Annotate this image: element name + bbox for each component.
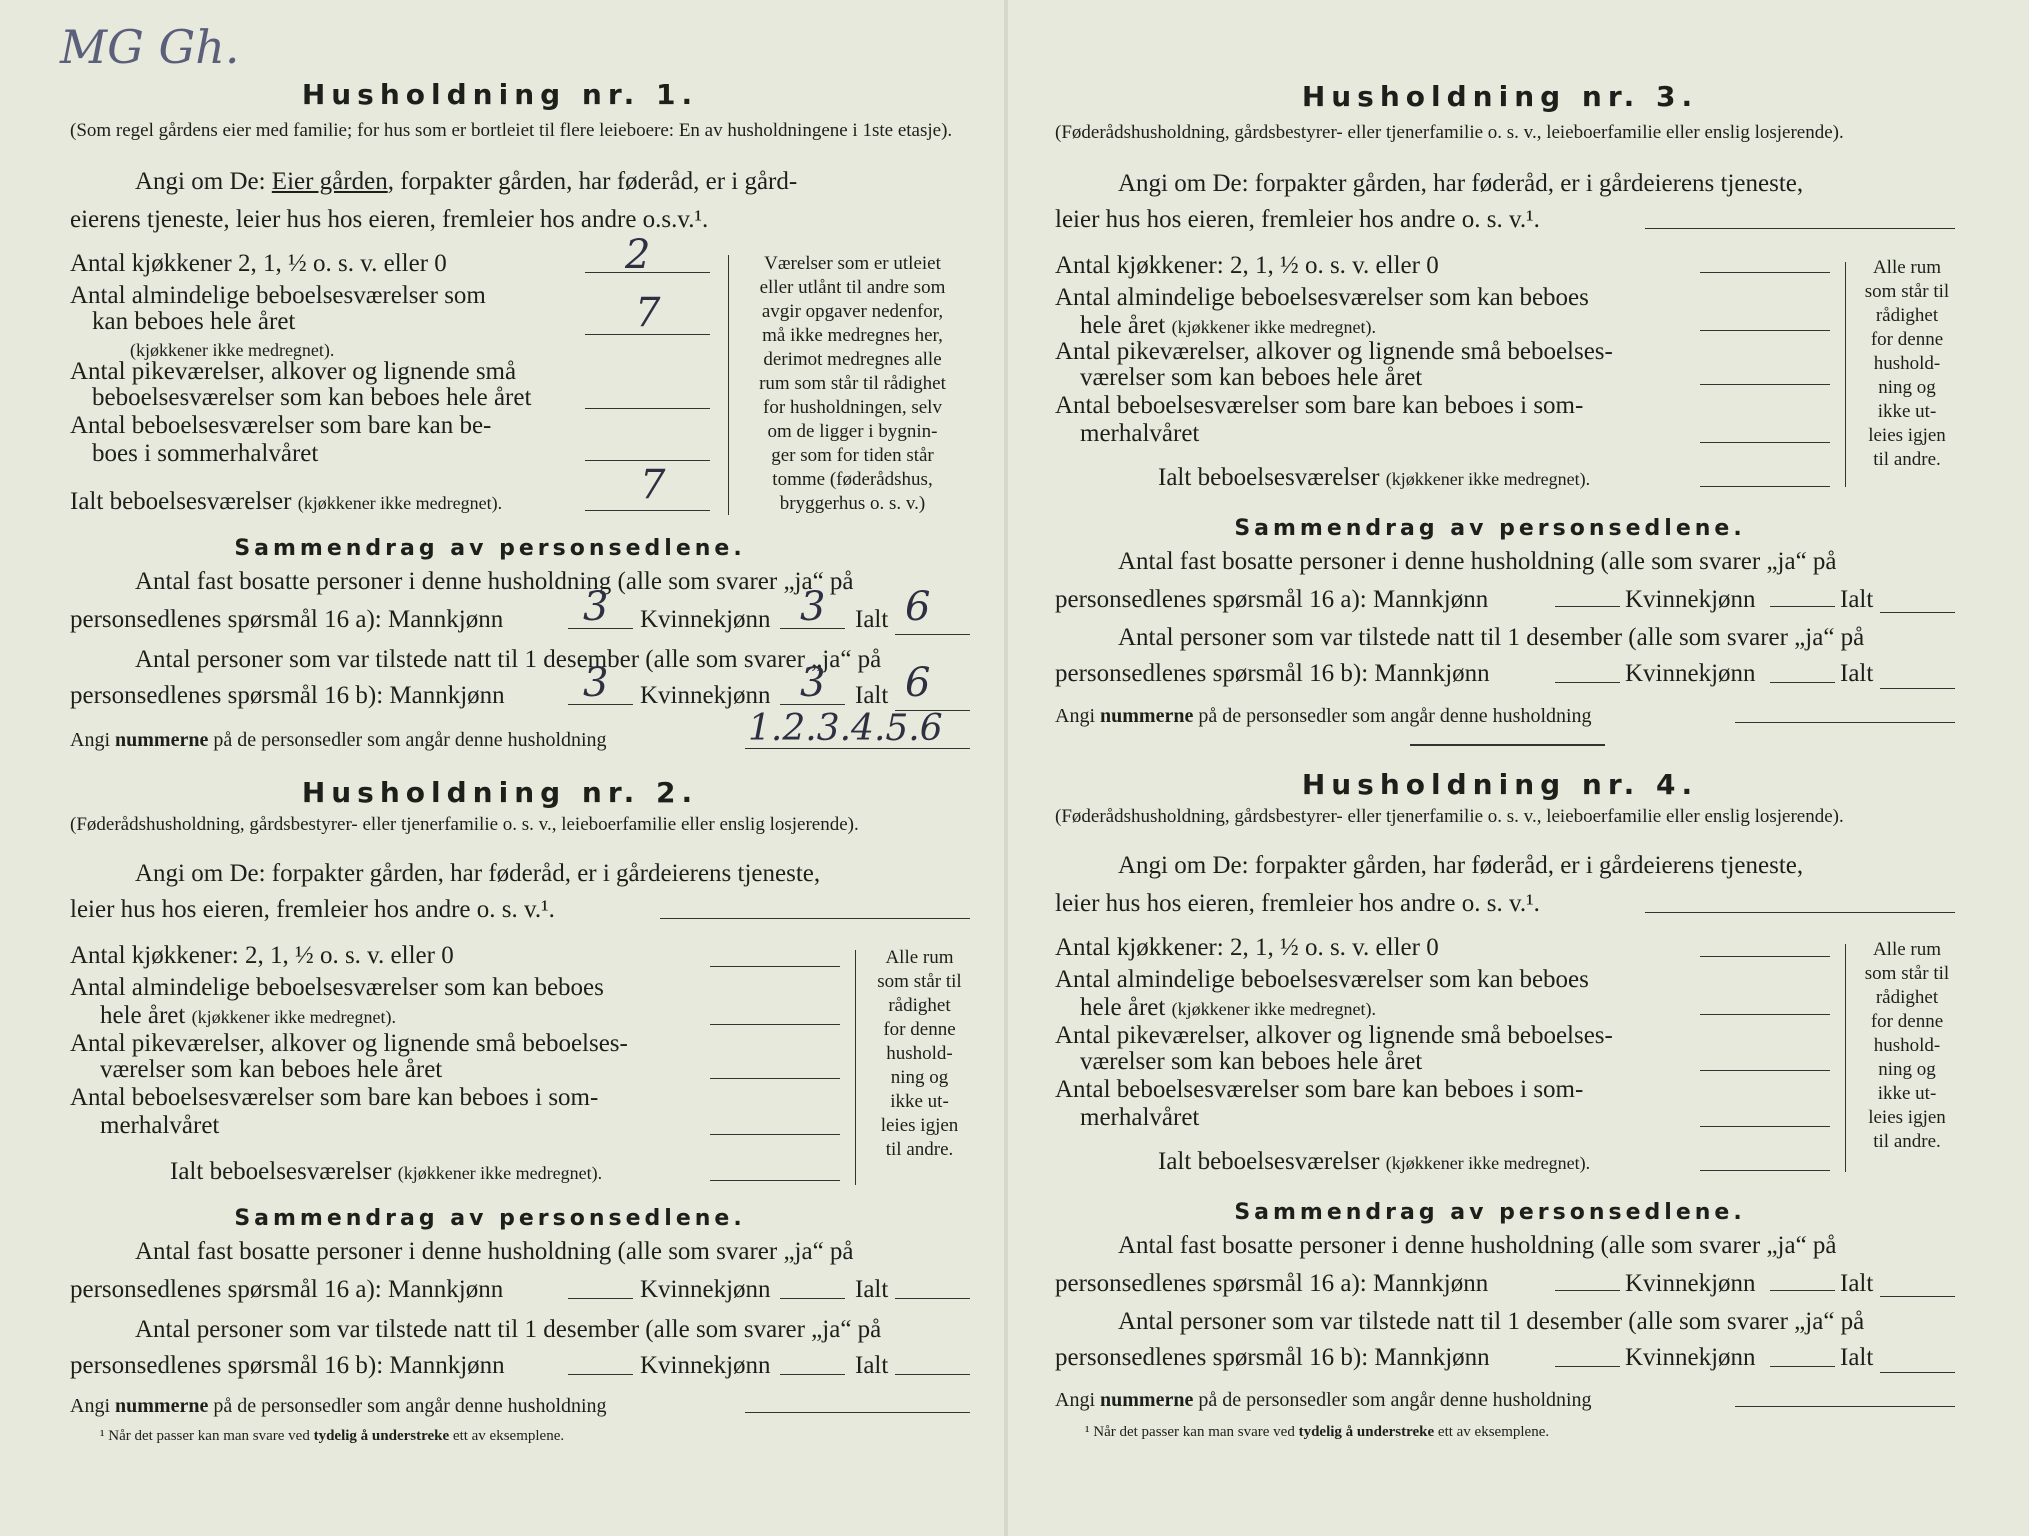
h3-angi-b: leier hus hos eieren, fremleier hos andre o. s. v.¹. <box>1055 206 1540 233</box>
h3-fast-i-field[interactable] <box>1880 612 1955 613</box>
h1-alm-c: (kjøkkener ikke medregnet). <box>130 340 335 360</box>
h1-fast-k-value: 3 <box>800 584 826 630</box>
h4-pike-a: Antal pikeværelser, alkover og lignende små beboelses- <box>1055 1022 1613 1049</box>
h1-sidebox: Værelser som er utleiet eller utlånt til andre som avgir opgaver nedenfor, må ikke medregnes her, derimot medregnes alle rum som står til rådighet for husholdningen, selv om de ligger i bygnin- ger som for tiden står tomme (føderådshus, bryggerhus o. s. v.) <box>759 253 946 514</box>
h1-kjokken-value: 2 <box>625 232 651 278</box>
h1-pike-a: Antal pikeværelser, alkover og lignende små <box>70 358 517 385</box>
h3-kjokken-field[interactable] <box>1700 272 1830 273</box>
page-fold <box>1004 0 1008 1536</box>
h1-nummer: Angi nummerne på de personsedler som angår denne husholdning <box>70 729 607 751</box>
h3-fast-m-field[interactable] <box>1555 606 1620 607</box>
h3-tilst-kvinne: Kvinnekjønn <box>1625 660 1756 687</box>
h1-sommer-b: boes i sommerhalvåret <box>92 440 319 467</box>
h2-nummer-field[interactable] <box>745 1412 970 1413</box>
h3-tilst-k-field[interactable] <box>1770 682 1835 683</box>
h2-alm-b: hele året (kjøkkener ikke medregnet). <box>100 1002 397 1029</box>
h4-fast-a: Antal fast bosatte personer i denne husholdning (alle som svarer „ja“ på <box>1118 1232 1837 1259</box>
h3-pike-field[interactable] <box>1700 384 1830 385</box>
h4-fast-k-field[interactable] <box>1770 1290 1835 1291</box>
h4-title: Husholdning nr. 4. <box>1301 768 1699 801</box>
h4-sommer-b: merhalvåret <box>1080 1104 1200 1131</box>
h2-fast-ialt: Ialt <box>855 1276 889 1303</box>
h3-fast-kvinne: Kvinnekjønn <box>1625 586 1756 613</box>
h3-nummer-field[interactable] <box>1735 722 1955 723</box>
h4-tilst-m-field[interactable] <box>1555 1366 1620 1367</box>
h4-footnote: ¹ Når det passer kan man svare ved tydelig å understreke ett av eksemplene. <box>1085 1424 1550 1440</box>
h4-angi-field[interactable] <box>1645 912 1955 913</box>
h2-tilst-k-field[interactable] <box>780 1374 845 1375</box>
h1-eier-underlined: Eier gården <box>271 168 388 195</box>
h2-kjokken: Antal kjøkkener: 2, 1, ½ o. s. v. eller 0 <box>70 942 454 969</box>
h2-fast-a: Antal fast bosatte personer i denne husholdning (alle som svarer „ja“ på <box>135 1238 854 1265</box>
h3-fast-k-field[interactable] <box>1770 606 1835 607</box>
h2-ialt: Ialt beboelsesværelser (kjøkkener ikke medregnet). <box>170 1158 603 1185</box>
h1-fast-i-value: 6 <box>905 584 931 630</box>
h3-brace <box>1845 262 1846 487</box>
h4-angi-a: Angi om De: forpakter gården, har føderåd, er i gårdeierens tjeneste, <box>1118 852 1804 879</box>
h3-sidebox: Alle rum som står til rådighet for denne hushold- ning og ikke ut- leies igjen til andre. <box>1864 257 1950 470</box>
h2-fast-i-field[interactable] <box>895 1298 970 1299</box>
h4-pike-b: værelser som kan beboes hele året <box>1080 1048 1423 1075</box>
h3-angi-a: Angi om De: forpakter gården, har føderåd, er i gårdeierens tjeneste, <box>1118 170 1804 197</box>
h2-pike-a: Antal pikeværelser, alkover og lignende små beboelses- <box>70 1030 628 1057</box>
h3-alm-b: hele året (kjøkkener ikke medregnet). <box>1080 312 1377 339</box>
h2-title: Husholdning nr. 2. <box>301 776 699 809</box>
h2-sommer-a: Antal beboelsesværelser som bare kan beboes i som- <box>70 1084 599 1111</box>
h4-kjokken-field[interactable] <box>1700 956 1830 957</box>
h1-pike-field[interactable] <box>585 408 710 409</box>
h4-nummer-field[interactable] <box>1735 1406 1955 1407</box>
h1-fast-i-field[interactable] <box>895 634 970 635</box>
h3-tilst-m-field[interactable] <box>1555 682 1620 683</box>
h4-fast-i-field[interactable] <box>1880 1296 1955 1297</box>
h2-tilst-m-field[interactable] <box>568 1374 633 1375</box>
h1-sammendrag: Sammendrag av personsedlene. <box>234 536 746 561</box>
h1-tilst-ialt: Ialt <box>855 682 889 709</box>
h3-nummer: Angi nummerne på de personsedler som angår denne husholdning <box>1055 705 1592 727</box>
h4-nummer: Angi nummerne på de personsedler som angår denne husholdning <box>1055 1389 1592 1411</box>
h2-footnote: ¹ Når det passer kan man svare ved tydelig å understreke ett av eksemplene. <box>100 1428 565 1444</box>
h4-fast-kvinne: Kvinnekjønn <box>1625 1270 1756 1297</box>
h1-alm-b: kan beboes hele året <box>92 308 296 335</box>
h4-brace <box>1845 944 1846 1172</box>
h1-fast-kvinne: Kvinnekjønn <box>640 606 771 633</box>
h4-tilst-a: Antal personer som var tilstede natt til 1 desember (alle som svarer „ja“ på <box>1118 1308 1865 1335</box>
h3-tilst-i-field[interactable] <box>1880 688 1955 689</box>
h2-ialt-field[interactable] <box>710 1180 840 1181</box>
h1-fast-b: personsedlenes spørsmål 16 a): Mannkjønn <box>70 606 504 633</box>
h3-sommer-b: merhalvåret <box>1080 420 1200 447</box>
h2-tilst-b: personsedlenes spørsmål 16 b): Mannkjønn <box>70 1352 505 1379</box>
h2-sammendrag: Sammendrag av personsedlene. <box>234 1206 746 1231</box>
h4-sommer-field[interactable] <box>1700 1126 1830 1127</box>
h4-ialt-field[interactable] <box>1700 1170 1830 1171</box>
h3-pike-b: værelser som kan beboes hele året <box>1080 364 1423 391</box>
h1-ialt-field[interactable] <box>585 510 710 511</box>
h1-tilst-k-value: 3 <box>800 660 826 706</box>
h1-nummer-value: 1.2.3.4.5.6 <box>748 708 943 749</box>
h4-pike-field[interactable] <box>1700 1070 1830 1071</box>
h3-fast-b: personsedlenes spørsmål 16 a): Mannkjønn <box>1055 586 1489 613</box>
h2-pike-field[interactable] <box>710 1078 840 1079</box>
h3-tilst-b: personsedlenes spørsmål 16 b): Mannkjønn <box>1055 660 1490 687</box>
h1-angi-line2: eierens tjeneste, leier hus hos eieren, fremleier hos andre o.s.v.¹. <box>70 206 709 233</box>
h4-angi-b: leier hus hos eieren, fremleier hos andre o. s. v.¹. <box>1055 890 1540 917</box>
h3-fast-a: Antal fast bosatte personer i denne husholdning (alle som svarer „ja“ på <box>1118 548 1837 575</box>
h1-alm-a: Antal almindelige beboelsesværelser som <box>70 282 486 309</box>
section-divider <box>1410 744 1605 746</box>
h3-ialt-field[interactable] <box>1700 486 1830 487</box>
h2-alm-field[interactable] <box>710 1024 840 1025</box>
h3-ialt: Ialt beboelsesværelser (kjøkkener ikke medregnet). <box>1158 464 1591 491</box>
h3-sommer-field[interactable] <box>1700 442 1830 443</box>
h2-fast-k-field[interactable] <box>780 1298 845 1299</box>
h4-kjokken: Antal kjøkkener: 2, 1, ½ o. s. v. eller 0 <box>1055 934 1439 961</box>
h4-sidebox: Alle rum som står til rådighet for denne hushold- ning og ikke ut- leies igjen til andre. <box>1864 939 1950 1152</box>
h2-tilst-kvinne: Kvinnekjønn <box>640 1352 771 1379</box>
h1-tilst-a: Antal personer som var tilstede natt til 1 desember (alle som svarer „ja“ på <box>135 646 882 673</box>
h3-kjokken: Antal kjøkkener: 2, 1, ½ o. s. v. eller 0 <box>1055 252 1439 279</box>
h1-tilst-kvinne: Kvinnekjønn <box>640 682 771 709</box>
h1-note: (Som regel gårdens eier med familie; for hus som er bortleiet til flere leieboere: En av husholdningene i 1ste etasje). <box>70 120 953 141</box>
h1-ialt: Ialt beboelsesværelser (kjøkkener ikke medregnet). <box>70 488 503 515</box>
h2-tilst-ialt: Ialt <box>855 1352 889 1379</box>
h4-fast-m-field[interactable] <box>1555 1290 1620 1291</box>
h3-angi-field[interactable] <box>1645 228 1955 229</box>
h3-sommer-a: Antal beboelsesværelser som bare kan beboes i som- <box>1055 392 1584 419</box>
h1-angi-line: Angi om De: Eier gården, forpakter gården, har føderåd, er i gård- <box>135 168 798 195</box>
h2-angi-field[interactable] <box>660 918 970 919</box>
h3-note: (Føderådshusholdning, gårdsbestyrer- eller tjenerfamilie o. s. v., leieboerfamilie eller enslig losjerende). <box>1055 122 1844 143</box>
h1-brace <box>728 255 729 515</box>
h4-ialt: Ialt beboelsesværelser (kjøkkener ikke medregnet). <box>1158 1148 1591 1175</box>
h1-tilst-i-value: 6 <box>905 660 931 706</box>
h2-sommer-b: merhalvåret <box>100 1112 220 1139</box>
h2-brace <box>855 950 856 1185</box>
h2-fast-b: personsedlenes spørsmål 16 a): Mannkjønn <box>70 1276 504 1303</box>
corner-annotation: MG Gh. <box>60 20 240 74</box>
h2-note: (Føderådshusholdning, gårdsbestyrer- eller tjenerfamilie o. s. v., leieboerfamilie eller enslig losjerende). <box>70 814 859 835</box>
h4-alm-field[interactable] <box>1700 1014 1830 1015</box>
h2-fast-m-field[interactable] <box>568 1298 633 1299</box>
h4-tilst-k-field[interactable] <box>1770 1366 1835 1367</box>
h4-tilst-b: personsedlenes spørsmål 16 b): Mannkjønn <box>1055 1344 1490 1371</box>
h3-fast-ialt: Ialt <box>1840 586 1874 613</box>
h1-tilst-b: personsedlenes spørsmål 16 b): Mannkjønn <box>70 682 505 709</box>
h4-tilst-i-field[interactable] <box>1880 1372 1955 1373</box>
h1-ialt-value: 7 <box>640 462 666 508</box>
h1-tilst-m-value: 3 <box>583 660 609 706</box>
h1-alm-value: 7 <box>635 290 661 336</box>
h2-sidebox: Alle rum som står til rådighet for denne hushold- ning og ikke ut- leies igjen til andre. <box>877 947 962 1160</box>
h4-tilst-ialt: Ialt <box>1840 1344 1874 1371</box>
h3-title: Husholdning nr. 3. <box>1301 80 1699 113</box>
h1-sommer-field[interactable] <box>585 460 710 461</box>
h3-tilst-ialt: Ialt <box>1840 660 1874 687</box>
h4-sammendrag: Sammendrag av personsedlene. <box>1234 1200 1746 1225</box>
h2-kjokken-field[interactable] <box>710 966 840 967</box>
h3-alm-field[interactable] <box>1700 330 1830 331</box>
h3-pike-a: Antal pikeværelser, alkover og lignende små beboelses- <box>1055 338 1613 365</box>
h3-alm-a: Antal almindelige beboelsesværelser som kan beboes <box>1055 284 1589 311</box>
h2-sommer-field[interactable] <box>710 1134 840 1135</box>
h4-fast-ialt: Ialt <box>1840 1270 1874 1297</box>
h4-tilst-kvinne: Kvinnekjønn <box>1625 1344 1756 1371</box>
h2-angi-b: leier hus hos eieren, fremleier hos andre o. s. v.¹. <box>70 896 555 923</box>
h1-fast-a: Antal fast bosatte personer i denne husholdning (alle som svarer „ja“ på <box>135 568 854 595</box>
h2-tilst-a: Antal personer som var tilstede natt til 1 desember (alle som svarer „ja“ på <box>135 1316 882 1343</box>
h3-sammendrag: Sammendrag av personsedlene. <box>1234 516 1746 541</box>
h1-fast-ialt: Ialt <box>855 606 889 633</box>
h1-kjokken: Antal kjøkkener 2, 1, ½ o. s. v. eller 0 <box>70 250 447 277</box>
h2-fast-kvinne: Kvinnekjønn <box>640 1276 771 1303</box>
h2-nummer: Angi nummerne på de personsedler som angår denne husholdning <box>70 1395 607 1417</box>
h4-alm-a: Antal almindelige beboelsesværelser som kan beboes <box>1055 966 1589 993</box>
h2-alm-a: Antal almindelige beboelsesværelser som kan beboes <box>70 974 604 1001</box>
h2-angi-a: Angi om De: forpakter gården, har føderåd, er i gårdeierens tjeneste, <box>135 860 821 887</box>
h1-title: Husholdning nr. 1. <box>301 78 699 111</box>
h4-fast-b: personsedlenes spørsmål 16 a): Mannkjønn <box>1055 1270 1489 1297</box>
h1-sommer-a: Antal beboelsesværelser som bare kan be- <box>70 412 492 439</box>
h2-pike-b: værelser som kan beboes hele året <box>100 1056 443 1083</box>
h1-fast-m-value: 3 <box>583 584 609 630</box>
h3-tilst-a: Antal personer som var tilstede natt til 1 desember (alle som svarer „ja“ på <box>1118 624 1865 651</box>
h2-tilst-i-field[interactable] <box>895 1374 970 1375</box>
h1-pike-b: beboelsesværelser som kan beboes hele året <box>92 384 532 411</box>
h4-note: (Føderådshusholdning, gårdsbestyrer- eller tjenerfamilie o. s. v., leieboerfamilie eller enslig losjerende). <box>1055 806 1844 827</box>
h4-alm-b: hele året (kjøkkener ikke medregnet). <box>1080 994 1377 1021</box>
h4-sommer-a: Antal beboelsesværelser som bare kan beboes i som- <box>1055 1076 1584 1103</box>
